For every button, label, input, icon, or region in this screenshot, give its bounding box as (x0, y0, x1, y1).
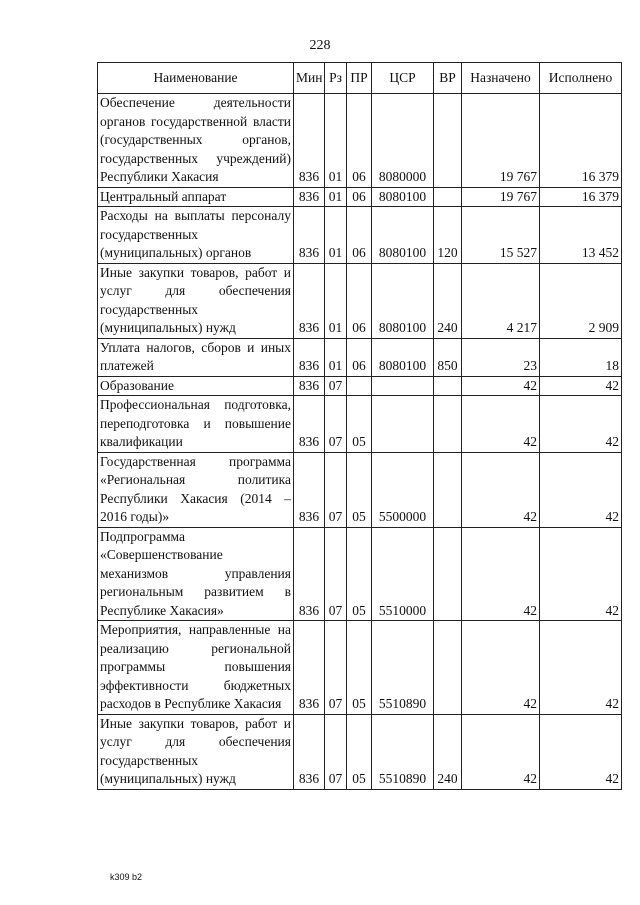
cell-vr: 240 (434, 714, 462, 789)
cell-name: Обеспечение деятельности органов государственной власти (государственных органов, государственных учреждений) Республики Хакасия (98, 94, 294, 188)
cell-vr: 120 (434, 207, 462, 264)
cell-min: 836 (294, 338, 325, 376)
cell-executed: 18 (540, 338, 622, 376)
cell-vr: 240 (434, 263, 462, 338)
header-csr: ЦСР (372, 63, 434, 94)
cell-csr (372, 396, 434, 453)
table-row (98, 338, 622, 376)
cell-pr (347, 376, 372, 396)
cell-name: Подпрограмма «Совершенствование механизмов управления региональным развитием в Республике Хакасия» (98, 527, 294, 621)
cell-min: 836 (294, 207, 325, 264)
cell-min: 836 (294, 94, 325, 188)
cell-csr: 5510890 (372, 621, 434, 715)
table-row (98, 452, 622, 527)
cell-rz: 01 (325, 207, 347, 264)
cell-min: 836 (294, 714, 325, 789)
cell-rz: 01 (325, 263, 347, 338)
cell-assigned: 23 (462, 338, 540, 376)
cell-pr: 06 (347, 94, 372, 188)
budget-table (97, 62, 622, 790)
cell-pr: 05 (347, 396, 372, 453)
cell-assigned: 4 217 (462, 263, 540, 338)
cell-min: 836 (294, 263, 325, 338)
cell-min: 836 (294, 621, 325, 715)
cell-pr: 05 (347, 621, 372, 715)
cell-name: Уплата налогов, сборов и иных платежей (98, 338, 294, 376)
table-row (98, 396, 622, 453)
header-rz: Рз (325, 63, 347, 94)
cell-rz: 07 (325, 396, 347, 453)
header-pr: ПР (347, 63, 372, 94)
table-row (98, 207, 622, 264)
cell-executed: 2 909 (540, 263, 622, 338)
cell-csr: 8080100 (372, 207, 434, 264)
cell-pr: 05 (347, 714, 372, 789)
cell-pr: 06 (347, 187, 372, 207)
cell-vr (434, 527, 462, 621)
cell-executed: 16 379 (540, 187, 622, 207)
cell-min: 836 (294, 376, 325, 396)
cell-pr: 05 (347, 452, 372, 527)
cell-csr: 5510890 (372, 714, 434, 789)
cell-vr: 850 (434, 338, 462, 376)
cell-rz: 07 (325, 376, 347, 396)
cell-executed: 13 452 (540, 207, 622, 264)
cell-pr: 06 (347, 207, 372, 264)
cell-assigned: 15 527 (462, 207, 540, 264)
header-name: Наименование (98, 63, 294, 94)
header-min: Мин (294, 63, 325, 94)
cell-executed: 42 (540, 621, 622, 715)
cell-name: Профессиональная подготовка, переподготовка и повышение квалификации (98, 396, 294, 453)
header-executed: Исполнено (540, 63, 622, 94)
cell-assigned: 42 (462, 452, 540, 527)
cell-vr (434, 621, 462, 715)
cell-executed: 42 (540, 714, 622, 789)
cell-min: 836 (294, 527, 325, 621)
cell-vr (434, 187, 462, 207)
cell-executed: 42 (540, 452, 622, 527)
cell-executed: 16 379 (540, 94, 622, 188)
table-row (98, 187, 622, 207)
cell-pr: 05 (347, 527, 372, 621)
header-row (98, 63, 622, 94)
cell-name: Расходы на выплаты персоналу государственных (муниципальных) органов (98, 207, 294, 264)
table-row (98, 621, 622, 715)
cell-rz: 01 (325, 94, 347, 188)
table-row (98, 263, 622, 338)
cell-name: Центральный аппарат (98, 187, 294, 207)
cell-rz: 07 (325, 527, 347, 621)
cell-executed: 42 (540, 376, 622, 396)
cell-vr (434, 396, 462, 453)
cell-name: Иные закупки товаров, работ и услуг для обеспечения государственных (муниципальных) нужд (98, 263, 294, 338)
cell-assigned: 42 (462, 714, 540, 789)
table-row (98, 94, 622, 188)
table-body (98, 94, 622, 790)
cell-name: Государственная программа «Региональная политика Республики Хакасия (2014 – 2016 годы)» (98, 452, 294, 527)
footer-code: k309 b2 (110, 872, 143, 882)
header-assigned: Назначено (462, 63, 540, 94)
cell-name: Иные закупки товаров, работ и услуг для обеспечения государственных (муниципальных) нужд (98, 714, 294, 789)
cell-assigned: 42 (462, 621, 540, 715)
cell-rz: 07 (325, 621, 347, 715)
page-number: 228 (309, 38, 331, 53)
cell-min: 836 (294, 187, 325, 207)
cell-csr: 8080000 (372, 94, 434, 188)
cell-executed: 42 (540, 396, 622, 453)
table-row (98, 376, 622, 396)
cell-pr: 06 (347, 263, 372, 338)
cell-min: 836 (294, 452, 325, 527)
cell-csr: 5500000 (372, 452, 434, 527)
table-row (98, 714, 622, 789)
cell-rz: 07 (325, 714, 347, 789)
cell-csr: 8080100 (372, 338, 434, 376)
cell-assigned: 42 (462, 396, 540, 453)
cell-name: Мероприятия, направленные на реализацию региональной программы повышения эффективности бюджетных расходов в Республике Хакасия (98, 621, 294, 715)
cell-csr (372, 376, 434, 396)
cell-assigned: 19 767 (462, 94, 540, 188)
cell-pr: 06 (347, 338, 372, 376)
cell-csr: 5510000 (372, 527, 434, 621)
cell-vr (434, 452, 462, 527)
header-vr: ВР (434, 63, 462, 94)
cell-assigned: 42 (462, 376, 540, 396)
cell-vr (434, 94, 462, 188)
cell-csr: 8080100 (372, 263, 434, 338)
cell-rz: 07 (325, 452, 347, 527)
cell-rz: 01 (325, 187, 347, 207)
cell-csr: 8080100 (372, 187, 434, 207)
cell-rz: 01 (325, 338, 347, 376)
cell-executed: 42 (540, 527, 622, 621)
cell-assigned: 19 767 (462, 187, 540, 207)
cell-assigned: 42 (462, 527, 540, 621)
cell-min: 836 (294, 396, 325, 453)
table-row (98, 527, 622, 621)
cell-vr (434, 376, 462, 396)
cell-name: Образование (98, 376, 294, 396)
